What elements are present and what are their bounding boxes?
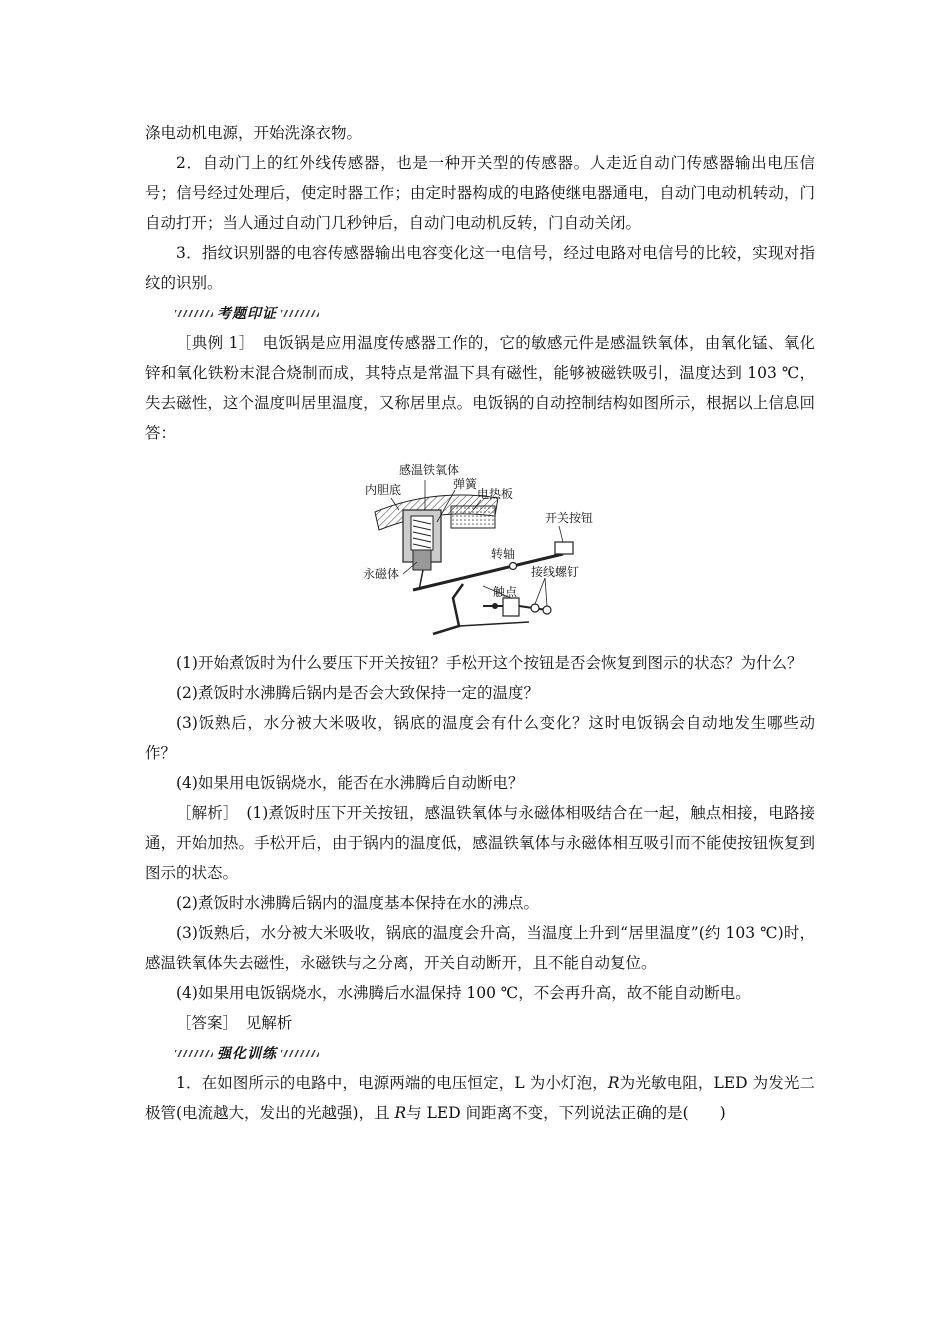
label-inner-bottom: 内胆底 [365,483,402,497]
paragraph-fingerprint: 3．指纹识别器的电容传感器输出电容变化这一电信号，经过电路对电信号的比较，实现对指纹的识别。 [145,244,815,292]
question-4: (4)如果用电饭锅烧水，能否在水沸腾后自动断电？ [176,774,524,792]
exercise-1 [145,1068,815,1128]
label-switch-button: 开关按钮 [545,511,594,525]
question-1: (1)开始煮饭时为什么要压下开关按钮？手松开这个按钮是否会恢复到图示的状态？为什么？ [176,654,803,672]
label-terminal-screw: 接线螺钉 [531,565,580,579]
paragraph-continuation: 涤电动机电源，开始洗涤衣物。 [145,124,363,142]
exercise-1-symbol-r: R [394,1104,407,1122]
exercise-1-symbol-r: R [607,1074,620,1092]
section-heading-training [145,1038,815,1068]
label-heating-plate: 电热板 [477,487,514,501]
answer: ［答案］ 见解析 [176,1014,293,1032]
analysis-1: ［解析］ (1)煮饭时压下开关按钮，感温铁氧体与永磁体相吸结合在一起，触点相接，电路接通，开始加热。手松开后，由于锅内的温度低，感温铁氧体与永磁体相互吸引而不能使按钮恢复到图示的状态。 [145,804,815,882]
exercise-1-text-c: 与 LED 间距离不变，下列说法正确的是( ) [406,1104,726,1122]
analysis-2: (2)煮饭时水沸腾后锅内的温度基本保持在水的沸点。 [176,894,539,912]
document-page [145,118,815,1128]
label-ferrite: 感温铁氧体 [399,463,460,477]
hatch-decoration-right [281,310,319,317]
exercise-1-text-b: 为光敏电阻，LED 为发光二极管(电流越大，发出的光越强)，且 [145,1074,815,1122]
label-shaft: 转轴 [491,547,516,561]
section-heading-exam [145,298,815,328]
paragraph-automatic-door: 2．自动门上的红外线传感器，也是一种开关型的传感器。人走近自动门传感器输出电压信号；信号经过处理后，使定时器工作；由定时器构成的电路使继电器通电，自动门电动机转动，门自动打开；当人通过自动门几秒钟后，自动门电动机反转，门自动关闭。 [145,154,815,232]
question-3: (3)饭熟后，水分被大米吸收，锅底的温度会有什么变化？这时电饭锅会自动地发生哪些动作？ [145,714,815,762]
label-permanent-magnet: 永磁体 [363,567,400,581]
example-intro: ［典例 1］ 电饭锅是应用温度传感器工作的，它的敏感元件是感温铁氧体，由氧化锰、氧化锌和氧化铁粉末混合烧制而成，其特点是常温下具有磁性，能够被磁铁吸引，温度达到 103 ℃，失去磁性，这个温度叫居里温度，又称居里点。电饭锅的自动控制结构如图所示，根据以上信息回答： [145,334,815,442]
rice-cooker-svg [363,450,623,638]
rice-cooker-diagram [145,450,815,638]
hatch-decoration-left [175,310,213,317]
label-contact: 触点 [493,585,518,599]
hatch-decoration-left [175,1050,213,1057]
section-title-exam: 考题印证 [217,306,277,322]
label-spring: 弹簧 [453,477,478,491]
analysis-4: (4)如果用电饭锅烧水，水沸腾后水温保持 100 ℃，不会再升高，故不能自动断电。 [176,984,751,1002]
exercise-1-text-a: 1．在如图所示的电路中，电源两端的电压恒定，L 为小灯泡， [176,1074,608,1092]
analysis-3: (3)饭熟后，水分被大米吸收，锅底的温度会升高，当温度上升到“居里温度”(约 103 ℃)时，感温铁氧体失去磁性，永磁铁与之分离，开关自动断开，且不能自动复位。 [145,924,815,972]
hatch-decoration-right [281,1050,319,1057]
question-2: (2)煮饭时水沸腾后锅内是否会大致保持一定的温度？ [176,684,539,702]
section-title-training: 强化训练 [217,1046,277,1062]
